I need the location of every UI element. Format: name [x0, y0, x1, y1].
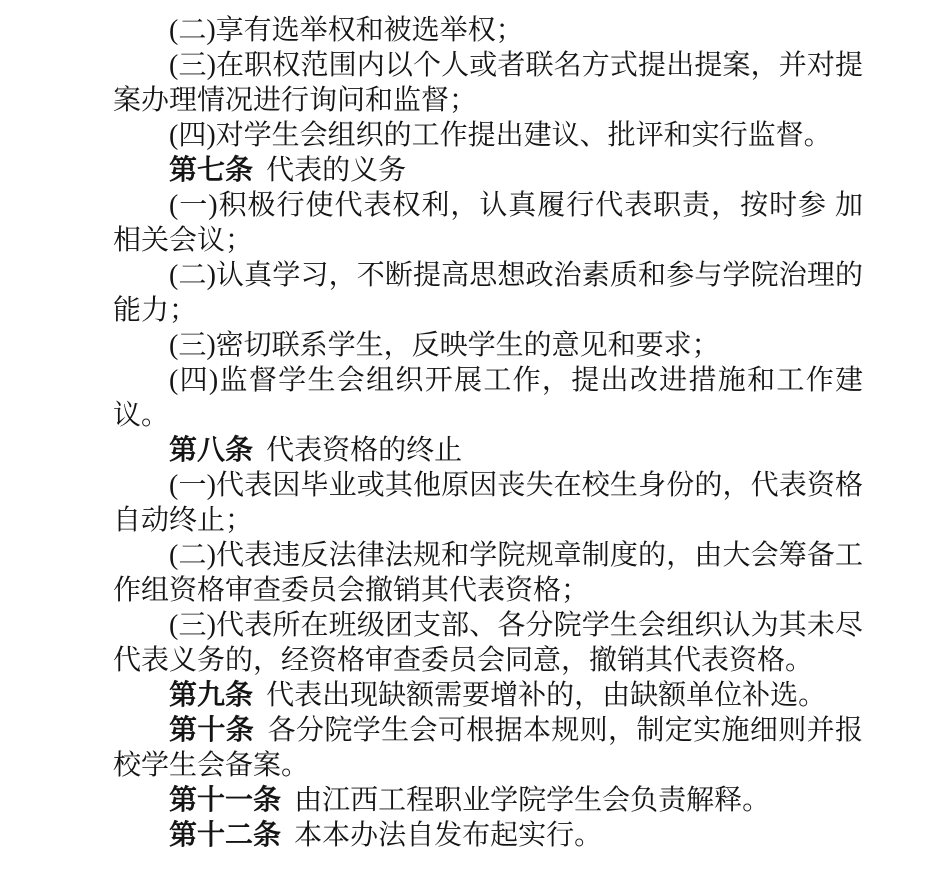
paragraph	[113, 118, 863, 153]
article-number: 第十条	[169, 715, 255, 746]
paragraph	[113, 13, 863, 48]
paragraph-article-9	[113, 678, 863, 713]
paragraph-article-8	[113, 433, 863, 468]
article-number: 第十二条	[169, 820, 282, 851]
paragraph-text: (一)积极行使代表权利，认真履行代表职责，按时参 加相关会议；	[113, 190, 863, 256]
paragraph-text: (二)享有选举权和被选举权；	[169, 15, 524, 46]
paragraph-text: 代表出现缺额需要增补的，由缺额单位补选。	[259, 680, 827, 711]
paragraph-text: (三)代表所在班级团支部、各分院学生会组织认为其未尽代表义务的，经资格审查委员会同意，撤销其代表资格。	[113, 610, 863, 676]
document-body	[113, 13, 863, 853]
paragraph	[113, 608, 863, 678]
paragraph-text: 代表的义务	[259, 155, 407, 186]
paragraph-text: (三)在职权范围内以个人或者联名方式提出提案，并对提案办理情况进行询问和监督；	[113, 50, 863, 116]
paragraph	[113, 188, 863, 258]
paragraph-text: 代表资格的终止	[259, 435, 463, 466]
paragraph-article-11	[113, 783, 863, 818]
paragraph-text: (四)监督学生会组织开展工作，提出改进措施和工作建议。	[113, 365, 863, 431]
paragraph-article-12	[113, 818, 863, 853]
paragraph	[113, 258, 863, 328]
paragraph	[113, 328, 863, 363]
paragraph-text: 各分院学生会可根据本规则，制定实施细则并报校学生会备案。	[113, 715, 863, 781]
article-number: 第八条	[169, 435, 254, 466]
article-number: 第九条	[169, 680, 254, 711]
paragraph-text: (一)代表因毕业或其他原因丧失在校生身份的，代表资格自动终止；	[113, 470, 863, 536]
paragraph-text: (二)认真学习，不断提高思想政治素质和参与学院治理的能力；	[113, 260, 863, 326]
paragraph	[113, 538, 863, 608]
paragraph-text: (四)对学生会组织的工作提出建议、批评和实行监督。	[169, 120, 832, 151]
paragraph-text: 本本办法自发布起实行。	[287, 820, 603, 851]
paragraph	[113, 48, 863, 118]
paragraph-text: (三)密切联系学生，反映学生的意见和要求；	[169, 330, 720, 361]
paragraph-text: (二)代表违反法律法规和学院规章制度的，由大会筹备工作组资格审查委员会撤销其代表资格；	[113, 540, 863, 606]
paragraph-article-10	[113, 713, 863, 783]
paragraph-text: 由江西工程职业学院学生会负责解释。	[287, 785, 771, 816]
paragraph-article-7	[113, 153, 863, 188]
article-number: 第十一条	[169, 785, 282, 816]
paragraph	[113, 468, 863, 538]
article-number: 第七条	[169, 155, 254, 186]
paragraph	[113, 363, 863, 433]
